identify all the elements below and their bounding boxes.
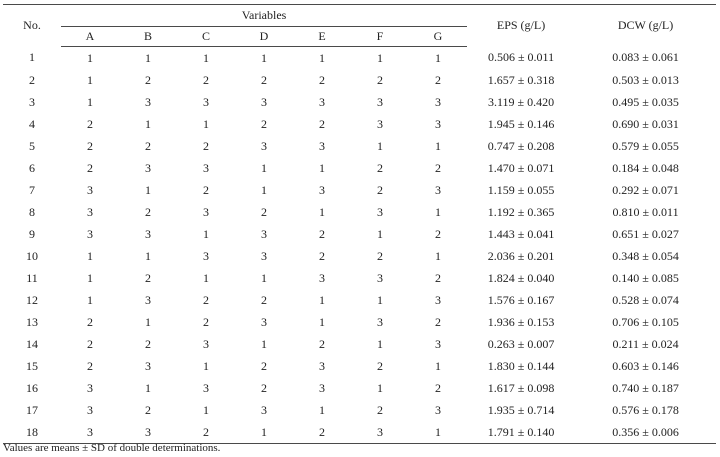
cell-var-a: 2 [87, 138, 93, 153]
cell-no: 15 [26, 358, 38, 373]
table-row [3, 399, 716, 421]
cell-eps: 1.576 ± 0.167 [487, 292, 555, 307]
cell-eps: 1.657 ± 0.318 [487, 72, 555, 87]
cell-eps: 1.830 ± 0.144 [487, 358, 555, 373]
cell-var-b: 2 [145, 336, 151, 351]
header-variables: Variables [61, 5, 467, 27]
cell-dcw: 0.503 ± 0.013 [612, 72, 679, 87]
cell-var-b: 3 [145, 226, 151, 241]
table-row [3, 377, 716, 399]
cell-eps: 0.747 ± 0.208 [487, 138, 555, 153]
cell-no: 10 [26, 248, 38, 263]
cell-dcw: 0.356 ± 0.006 [575, 421, 716, 444]
cell-var-d: 2 [261, 72, 267, 87]
cell-var-e: 3 [319, 94, 325, 109]
cell-var-g: 1 [409, 421, 467, 444]
cell-var-d: 1 [261, 182, 267, 197]
cell-dcw: 0.140 ± 0.085 [612, 270, 679, 285]
cell-var-b: 2 [145, 138, 151, 153]
cell-var-c: 3 [203, 248, 209, 263]
cell-var-g: 2 [435, 380, 442, 395]
cell-no: 13 [26, 314, 38, 329]
cell-var-g: 1 [435, 248, 442, 263]
cell-var-a: 2 [87, 336, 93, 351]
cell-dcw: 0.211 ± 0.024 [612, 336, 679, 351]
header-var-a: A [61, 27, 119, 47]
cell-eps: 1.824 ± 0.040 [487, 270, 555, 285]
cell-var-a: 1 [87, 50, 93, 65]
cell-var-e: 3 [319, 270, 325, 285]
cell-var-e: 3 [319, 138, 325, 153]
cell-var-f: 2 [377, 72, 383, 87]
cell-var-g: 2 [435, 72, 442, 87]
cell-var-c: 3 [203, 94, 209, 109]
cell-var-c: 2 [203, 292, 209, 307]
cell-no: 14 [26, 336, 38, 351]
cell-var-c: 1 [203, 402, 209, 417]
cell-var-a: 3 [87, 380, 93, 395]
cell-var-c: 1 [203, 270, 209, 285]
cell-no: 9 [29, 226, 35, 241]
cell-dcw: 0.292 ± 0.071 [612, 182, 679, 197]
cell-var-d: 2 [261, 116, 267, 131]
cell-var-a: 1 [87, 94, 93, 109]
cell-var-b: 2 [145, 402, 151, 417]
cell-no: 1 [29, 50, 35, 65]
cell-dcw: 0.083 ± 0.061 [612, 50, 679, 65]
table-row [3, 421, 716, 444]
cell-var-f: 3 [377, 270, 383, 285]
table-row [3, 267, 716, 289]
cell-var-f: 1 [377, 380, 383, 395]
cell-var-e: 1 [319, 50, 325, 65]
cell-var-g: 3 [435, 116, 442, 131]
table-footnote: Values are means ± SD of double determinations. [3, 442, 221, 454]
table-body [3, 47, 716, 444]
cell-var-f: 1 [377, 226, 383, 241]
cell-var-b: 1 [145, 314, 151, 329]
cell-var-a: 1 [87, 292, 93, 307]
table-row [3, 135, 716, 157]
cell-var-c: 3 [203, 336, 209, 351]
cell-var-g: 3 [435, 402, 442, 417]
header-eps: EPS (g/L) [467, 5, 575, 47]
cell-var-f: 2 [377, 248, 383, 263]
cell-var-g: 3 [435, 182, 442, 197]
cell-var-b: 2 [145, 204, 151, 219]
cell-var-g: 2 [435, 160, 442, 175]
cell-var-c: 3 [203, 380, 209, 395]
cell-var-f: 2 [377, 182, 383, 197]
cell-var-a: 2 [87, 358, 93, 373]
table-row [3, 69, 716, 91]
cell-var-a: 1 [87, 270, 93, 285]
cell-var-e: 2 [293, 421, 351, 444]
cell-eps: 1.192 ± 0.365 [487, 204, 555, 219]
cell-no: 17 [26, 402, 38, 417]
cell-no: 7 [29, 182, 35, 197]
cell-var-c: 3 [203, 160, 209, 175]
cell-var-g: 2 [435, 226, 442, 241]
cell-dcw: 0.740 ± 0.187 [612, 380, 679, 395]
cell-var-d: 1 [235, 421, 293, 444]
cell-no: 4 [29, 116, 35, 131]
cell-dcw: 0.603 ± 0.146 [612, 358, 679, 373]
cell-var-e: 2 [319, 72, 325, 87]
cell-eps: 1.470 ± 0.071 [487, 160, 555, 175]
cell-var-b: 1 [145, 116, 151, 131]
cell-var-f: 2 [377, 160, 383, 175]
cell-var-b: 3 [145, 292, 151, 307]
cell-var-c: 2 [203, 138, 209, 153]
cell-var-f: 2 [377, 358, 383, 373]
table-row [3, 333, 716, 355]
table-row [3, 91, 716, 113]
cell-var-e: 3 [319, 380, 325, 395]
cell-var-d: 3 [261, 314, 267, 329]
table-row [3, 157, 716, 179]
cell-var-d: 3 [261, 402, 267, 417]
cell-no: 16 [26, 380, 38, 395]
cell-var-b: 1 [145, 380, 151, 395]
cell-var-d: 3 [261, 138, 267, 153]
header-var-f: F [351, 27, 409, 47]
cell-var-c: 2 [203, 182, 209, 197]
cell-dcw: 0.706 ± 0.105 [612, 314, 679, 329]
cell-var-a: 3 [87, 204, 93, 219]
cell-var-a: 3 [87, 182, 93, 197]
cell-dcw: 0.348 ± 0.054 [612, 248, 679, 263]
cell-var-e: 2 [319, 336, 325, 351]
cell-eps: 1.945 ± 0.146 [487, 116, 555, 131]
cell-var-e: 1 [319, 314, 325, 329]
cell-var-b: 1 [145, 182, 151, 197]
cell-var-f: 1 [377, 292, 383, 307]
cell-var-e: 2 [319, 226, 325, 241]
orthogonal-design-table [3, 4, 716, 444]
cell-var-f: 1 [377, 50, 383, 65]
cell-var-e: 1 [319, 160, 325, 175]
cell-var-d: 2 [261, 358, 267, 373]
cell-eps: 3.119 ± 0.420 [487, 94, 555, 109]
cell-var-e: 2 [319, 116, 325, 131]
header-var-b: B [119, 27, 177, 47]
cell-var-b: 1 [145, 50, 151, 65]
cell-var-g: 1 [435, 50, 442, 65]
header-var-e: E [293, 27, 351, 47]
cell-var-g: 1 [435, 138, 442, 153]
cell-var-d: 1 [261, 50, 267, 65]
table-row [3, 355, 716, 377]
cell-var-g: 1 [435, 204, 442, 219]
table-row [3, 289, 716, 311]
cell-no: 2 [29, 72, 35, 87]
table-row [3, 223, 716, 245]
cell-var-a: 3 [61, 421, 119, 444]
header-row-top [3, 5, 716, 27]
cell-var-a: 2 [87, 160, 93, 175]
header-var-g: G [409, 27, 467, 47]
cell-var-b: 3 [145, 358, 151, 373]
cell-var-d: 3 [261, 94, 267, 109]
cell-var-a: 1 [87, 72, 93, 87]
cell-var-d: 2 [261, 380, 267, 395]
cell-no: 8 [29, 204, 35, 219]
cell-no: 6 [29, 160, 35, 175]
cell-var-g: 2 [435, 314, 442, 329]
cell-var-f: 3 [377, 94, 383, 109]
table-row [3, 113, 716, 135]
cell-var-d: 2 [261, 204, 267, 219]
cell-var-e: 1 [319, 402, 325, 417]
header-no: No. [3, 5, 61, 47]
cell-var-a: 3 [87, 226, 93, 241]
cell-var-c: 2 [203, 314, 209, 329]
cell-dcw: 0.810 ± 0.011 [612, 204, 679, 219]
cell-eps: 2.036 ± 0.201 [487, 248, 555, 263]
cell-dcw: 0.579 ± 0.055 [612, 138, 679, 153]
cell-var-g: 3 [435, 94, 442, 109]
cell-var-f: 1 [377, 336, 383, 351]
cell-var-c: 1 [203, 358, 209, 373]
cell-eps: 1.791 ± 0.140 [467, 421, 575, 444]
table-row [3, 245, 716, 267]
cell-var-d: 1 [261, 160, 267, 175]
cell-no: 12 [26, 292, 38, 307]
cell-var-b: 3 [119, 421, 177, 444]
cell-dcw: 0.651 ± 0.027 [612, 226, 679, 241]
cell-var-e: 3 [319, 182, 325, 197]
cell-dcw: 0.495 ± 0.035 [612, 94, 679, 109]
cell-var-c: 2 [177, 421, 235, 444]
cell-var-e: 1 [319, 204, 325, 219]
cell-var-d: 3 [261, 248, 267, 263]
cell-var-e: 3 [319, 358, 325, 373]
cell-var-d: 3 [261, 226, 267, 241]
cell-var-a: 2 [87, 314, 93, 329]
cell-var-g: 3 [435, 292, 442, 307]
cell-var-e: 1 [319, 292, 325, 307]
cell-var-c: 1 [203, 50, 209, 65]
cell-var-f: 3 [377, 204, 383, 219]
cell-eps: 1.936 ± 0.153 [487, 314, 555, 329]
cell-dcw: 0.184 ± 0.048 [612, 160, 679, 175]
header-dcw: DCW (g/L) [575, 5, 716, 47]
cell-var-f: 3 [377, 314, 383, 329]
cell-var-f: 3 [351, 421, 409, 444]
header-var-c: C [177, 27, 235, 47]
cell-var-g: 2 [435, 270, 442, 285]
header-var-d: D [235, 27, 293, 47]
cell-var-c: 1 [203, 116, 209, 131]
cell-var-e: 2 [319, 248, 325, 263]
cell-var-f: 2 [377, 402, 383, 417]
cell-var-a: 2 [87, 116, 93, 131]
cell-eps: 1.443 ± 0.041 [487, 226, 555, 241]
cell-var-c: 3 [203, 204, 209, 219]
cell-var-g: 3 [435, 336, 442, 351]
cell-eps: 1.617 ± 0.098 [487, 380, 555, 395]
cell-dcw: 0.528 ± 0.074 [612, 292, 679, 307]
cell-eps: 1.935 ± 0.714 [487, 402, 555, 417]
cell-var-b: 2 [145, 72, 151, 87]
cell-var-d: 1 [261, 270, 267, 285]
cell-dcw: 0.690 ± 0.031 [612, 116, 679, 131]
cell-var-a: 1 [87, 248, 93, 263]
cell-var-g: 1 [435, 358, 442, 373]
table-row [3, 47, 716, 70]
cell-eps: 0.263 ± 0.007 [487, 336, 555, 351]
cell-var-d: 1 [261, 336, 267, 351]
cell-var-b: 3 [145, 94, 151, 109]
cell-var-b: 3 [145, 160, 151, 175]
cell-no: 3 [29, 94, 35, 109]
table-row [3, 179, 716, 201]
cell-no: 5 [29, 138, 35, 153]
cell-no: 18 [3, 421, 61, 444]
cell-var-a: 3 [87, 402, 93, 417]
table-row [3, 311, 716, 333]
cell-eps: 0.506 ± 0.011 [487, 50, 555, 65]
cell-var-b: 2 [145, 270, 151, 285]
cell-no: 11 [26, 270, 38, 285]
cell-var-b: 1 [145, 248, 151, 263]
cell-var-f: 3 [377, 116, 383, 131]
cell-var-c: 2 [203, 72, 209, 87]
cell-var-c: 1 [203, 226, 209, 241]
cell-var-f: 1 [377, 138, 383, 153]
cell-var-d: 2 [261, 292, 267, 307]
table-row [3, 201, 716, 223]
cell-dcw: 0.576 ± 0.178 [612, 402, 679, 417]
cell-eps: 1.159 ± 0.055 [487, 182, 555, 197]
